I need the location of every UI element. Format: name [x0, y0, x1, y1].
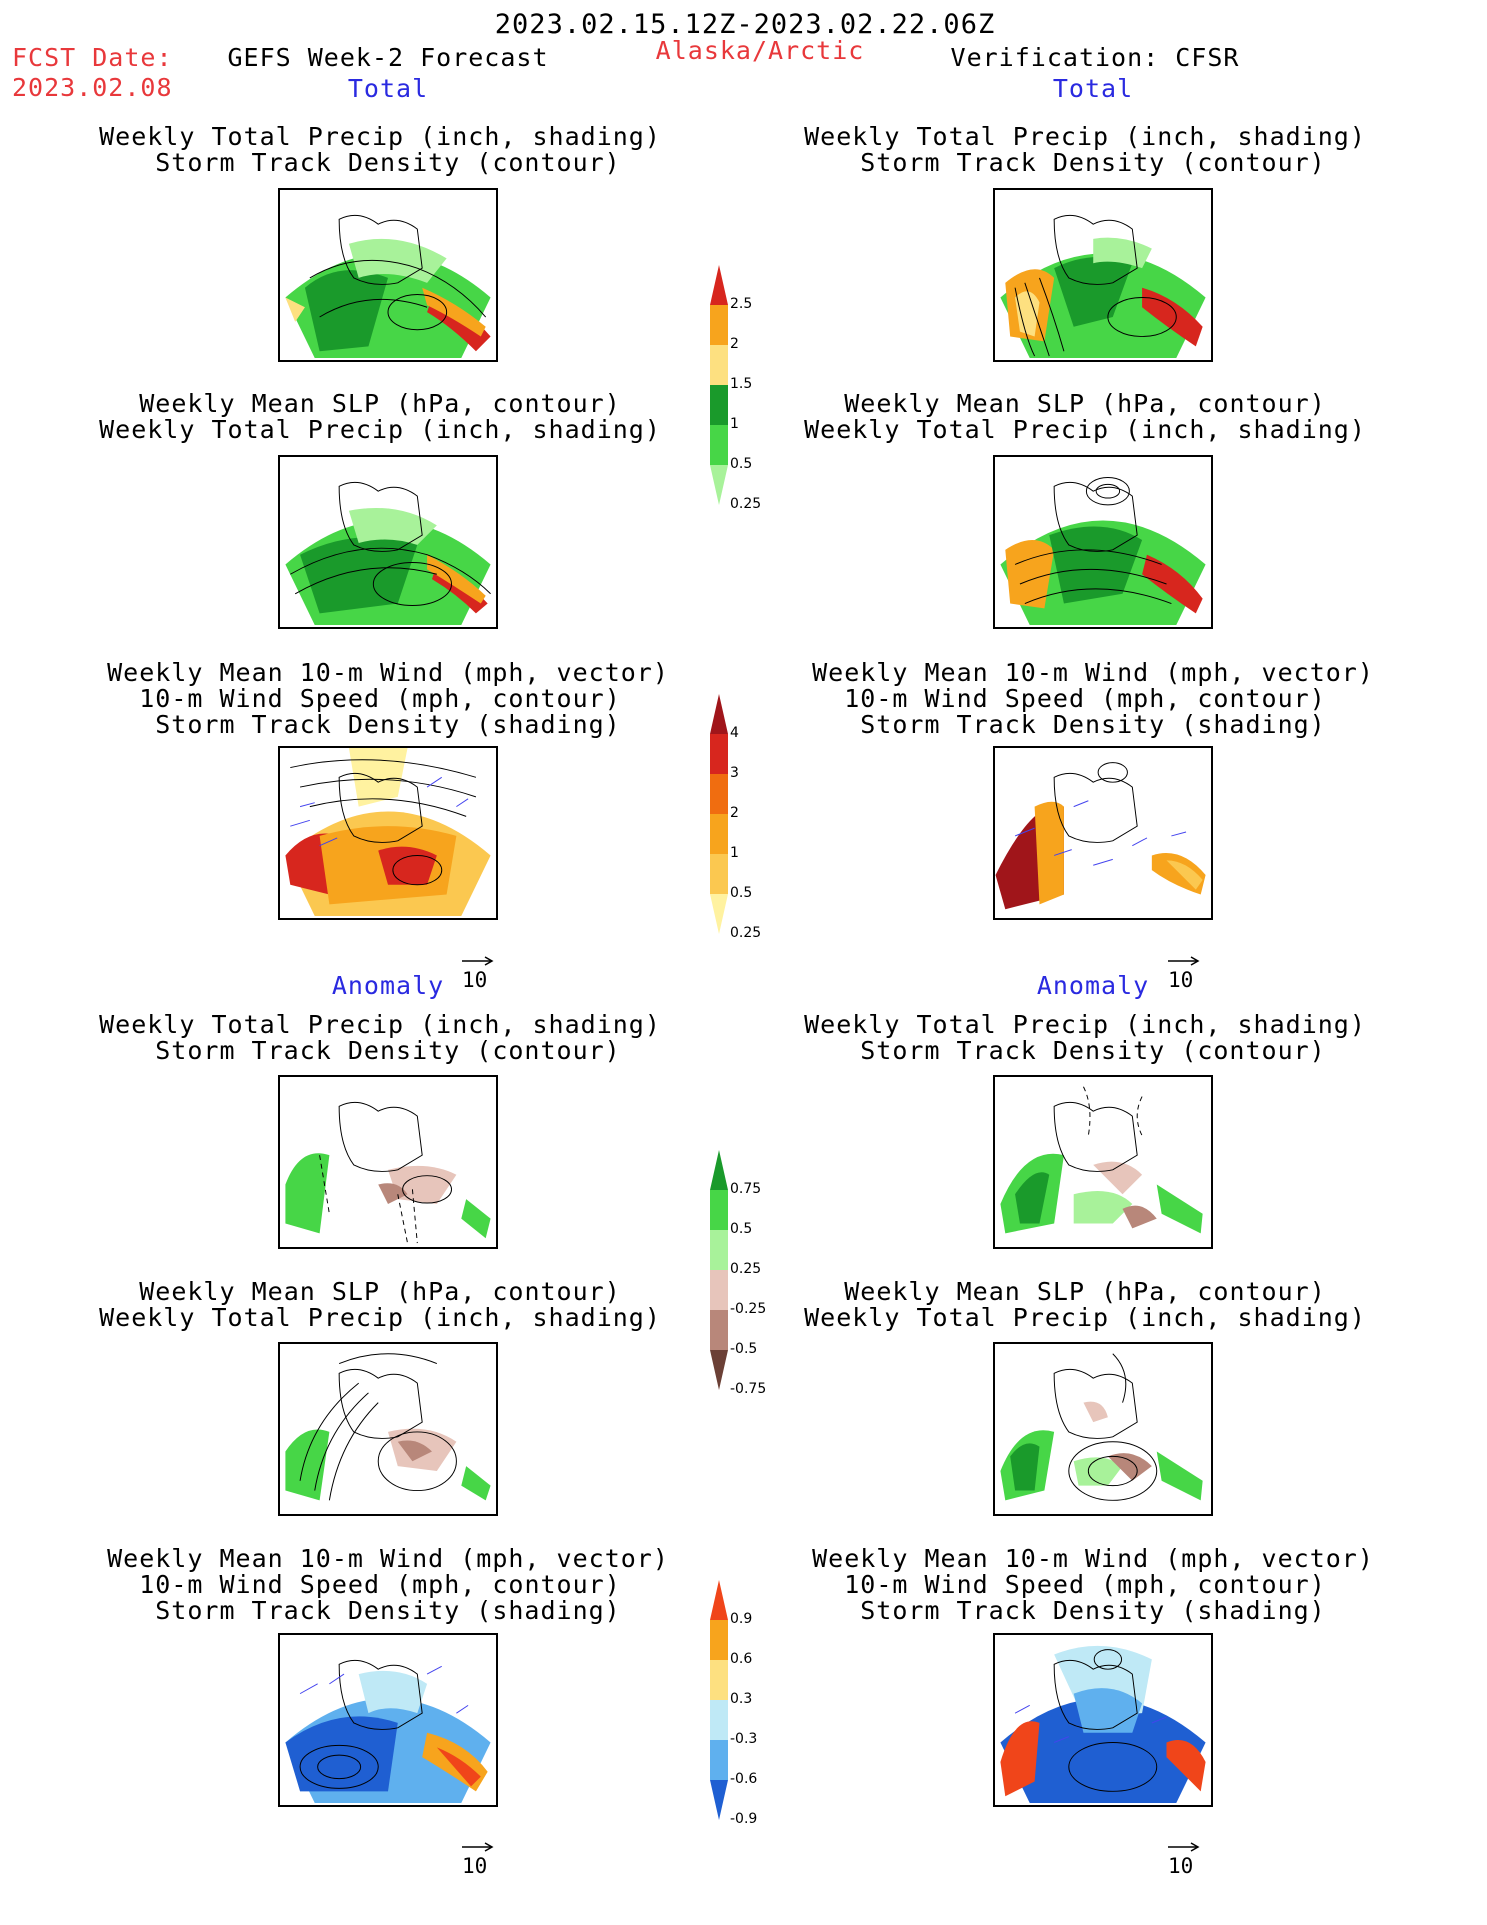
map-slp-precip-verification	[993, 455, 1213, 629]
title-awind-r3: Storm Track Density (shading)	[860, 1596, 1326, 1625]
vector-ref-total-left	[462, 954, 494, 992]
colorbar-bin	[710, 854, 728, 894]
colorbar-bin	[710, 1150, 728, 1190]
alaska-map-icon	[995, 748, 1211, 918]
title-slp-r1: Weekly Mean SLP (hPa, contour)	[844, 389, 1326, 418]
colorbar-bin	[710, 814, 728, 854]
colorbar-bin	[710, 1660, 728, 1700]
colorbar-bin	[710, 1270, 728, 1310]
colorbar-storm-total	[710, 694, 830, 974]
colorbar-bin	[710, 1740, 728, 1780]
vector-ref-label: 10	[1168, 968, 1194, 992]
title-slp-l1: Weekly Mean SLP (hPa, contour)	[139, 389, 621, 418]
vector-ref-label: 10	[462, 968, 488, 992]
map-total-precip-verification	[993, 188, 1213, 362]
verification-title: Verification: CFSR	[950, 43, 1240, 72]
title-wind-r2: 10-m Wind Speed (mph, contour)	[844, 684, 1326, 713]
section-total-right: Total	[1052, 74, 1134, 103]
arrow-right-icon	[462, 1840, 494, 1854]
colorbar-bin	[710, 1620, 728, 1660]
title-aslp-l2: Weekly Total Precip (inch, shading)	[99, 1303, 661, 1332]
title-precip-r2: Storm Track Density (contour)	[860, 148, 1326, 177]
colorbar-label: -0.25	[730, 1301, 767, 1317]
colorbar-label: 3	[730, 765, 739, 781]
title-aprecip-l1: Weekly Total Precip (inch, shading)	[99, 1010, 661, 1039]
map-total-precip-forecast	[278, 188, 498, 362]
map-wind-track-verification	[993, 746, 1213, 920]
colorbar-bin	[710, 894, 728, 934]
colorbar-label: 0.6	[730, 1651, 753, 1667]
title-precip-l1: Weekly Total Precip (inch, shading)	[99, 122, 661, 151]
vector-ref-label: 10	[462, 1854, 488, 1878]
title-precip-l2: Storm Track Density (contour)	[155, 148, 621, 177]
colorbar-precip-anomaly	[710, 1150, 830, 1430]
colorbar-label: 4	[730, 725, 739, 741]
title-wind-l3: Storm Track Density (shading)	[155, 710, 621, 739]
colorbar-label: 0.9	[730, 1611, 753, 1627]
title-precip-r1: Weekly Total Precip (inch, shading)	[804, 122, 1366, 151]
section-anomaly-right: Anomaly	[1036, 971, 1150, 1000]
title-wind-r3: Storm Track Density (shading)	[860, 710, 1326, 739]
colorbar-bin	[710, 1190, 728, 1230]
arrow-right-icon	[462, 954, 494, 968]
vector-ref-total-right	[1168, 954, 1200, 992]
title-aslp-r1: Weekly Mean SLP (hPa, contour)	[844, 1277, 1326, 1306]
colorbar-label: 2.5	[730, 296, 753, 312]
title-slp-l2: Weekly Total Precip (inch, shading)	[99, 415, 661, 444]
colorbar-label: 0.25	[730, 1261, 762, 1277]
colorbar-bin	[710, 694, 728, 734]
colorbar-label: 0.75	[730, 1181, 762, 1197]
title-aprecip-r1: Weekly Total Precip (inch, shading)	[804, 1010, 1366, 1039]
colorbar-bin	[710, 1700, 728, 1740]
vector-ref-label: 10	[1168, 1854, 1194, 1878]
fcst-date-value: 2023.02.08	[12, 73, 173, 102]
colorbar-label: 1	[730, 845, 739, 861]
colorbar-label: -0.6	[730, 1771, 758, 1787]
title-aprecip-r2: Storm Track Density (contour)	[860, 1036, 1326, 1065]
colorbar-label: -0.5	[730, 1341, 758, 1357]
colorbar-label: 1	[730, 416, 739, 432]
colorbar-label: 2	[730, 805, 739, 821]
forecast-title: GEFS Week-2 Forecast	[227, 43, 549, 72]
title-awind-l1: Weekly Mean 10-m Wind (mph, vector)	[107, 1544, 669, 1573]
vector-ref-anom-left	[462, 1840, 494, 1878]
arrow-right-icon	[1168, 954, 1200, 968]
colorbar-bin	[710, 1780, 728, 1820]
colorbar-label: 0.5	[730, 885, 753, 901]
colorbar-label: 1.5	[730, 376, 753, 392]
section-anomaly-left: Anomaly	[331, 971, 445, 1000]
colorbar-label: -0.9	[730, 1811, 758, 1827]
colorbar-label: -0.3	[730, 1731, 758, 1747]
colorbar-bin	[710, 305, 728, 345]
map-anom-slp-verification	[993, 1342, 1213, 1516]
period-title: 2023.02.15.12Z-2023.02.22.06Z	[494, 9, 996, 40]
fcst-date-label: FCST Date:	[12, 43, 173, 72]
title-aslp-r2: Weekly Total Precip (inch, shading)	[804, 1303, 1366, 1332]
colorbar-bin	[710, 425, 728, 465]
map-anom-wind-verification	[993, 1633, 1213, 1807]
alaska-map-icon	[280, 1344, 496, 1514]
alaska-map-icon	[280, 457, 496, 627]
title-awind-r2: 10-m Wind Speed (mph, contour)	[844, 1570, 1326, 1599]
title-slp-r2: Weekly Total Precip (inch, shading)	[804, 415, 1366, 444]
colorbar-label: 0.5	[730, 1221, 753, 1237]
alaska-map-icon	[280, 190, 496, 360]
colorbar-bin	[710, 1580, 728, 1620]
alaska-map-icon	[280, 1077, 496, 1247]
colorbar-bin	[710, 385, 728, 425]
colorbar-label: 2	[730, 336, 739, 352]
colorbar-bin	[710, 1310, 728, 1350]
colorbar-bin	[710, 774, 728, 814]
colorbar-bin	[710, 734, 728, 774]
colorbar-label: 0.25	[730, 925, 762, 941]
colorbar-label: -0.75	[730, 1381, 767, 1397]
map-slp-precip-forecast	[278, 455, 498, 629]
alaska-map-icon	[995, 1635, 1211, 1805]
colorbar-label: 0.5	[730, 456, 753, 472]
region-title: Alaska/Arctic	[655, 36, 865, 65]
map-anom-precip-forecast	[278, 1075, 498, 1249]
colorbar-label: 0.25	[730, 496, 762, 512]
colorbar-bin	[710, 1350, 728, 1390]
title-awind-l3: Storm Track Density (shading)	[155, 1596, 621, 1625]
map-wind-track-forecast	[278, 746, 498, 920]
alaska-map-icon	[995, 190, 1211, 360]
vector-ref-anom-right	[1168, 1840, 1200, 1878]
colorbar-bin	[710, 345, 728, 385]
title-awind-l2: 10-m Wind Speed (mph, contour)	[139, 1570, 621, 1599]
alaska-map-icon	[995, 1077, 1211, 1247]
map-anom-slp-forecast	[278, 1342, 498, 1516]
colorbar-label: 0.3	[730, 1691, 753, 1707]
arrow-right-icon	[1168, 1840, 1200, 1854]
title-aprecip-l2: Storm Track Density (contour)	[155, 1036, 621, 1065]
alaska-map-icon	[280, 748, 496, 918]
colorbar-bin	[710, 265, 728, 305]
section-total-left: Total	[347, 74, 429, 103]
alaska-map-icon	[995, 457, 1211, 627]
colorbar-storm-anomaly	[710, 1580, 830, 1860]
alaska-map-icon	[280, 1635, 496, 1805]
colorbar-precip-total	[710, 265, 830, 545]
alaska-map-icon	[995, 1344, 1211, 1514]
map-anom-precip-verification	[993, 1075, 1213, 1249]
title-aslp-l1: Weekly Mean SLP (hPa, contour)	[139, 1277, 621, 1306]
map-anom-wind-forecast	[278, 1633, 498, 1807]
title-wind-r1: Weekly Mean 10-m Wind (mph, vector)	[812, 658, 1374, 687]
colorbar-bin	[710, 465, 728, 505]
title-awind-r1: Weekly Mean 10-m Wind (mph, vector)	[812, 1544, 1374, 1573]
title-wind-l1: Weekly Mean 10-m Wind (mph, vector)	[107, 658, 669, 687]
title-wind-l2: 10-m Wind Speed (mph, contour)	[139, 684, 621, 713]
colorbar-bin	[710, 1230, 728, 1270]
